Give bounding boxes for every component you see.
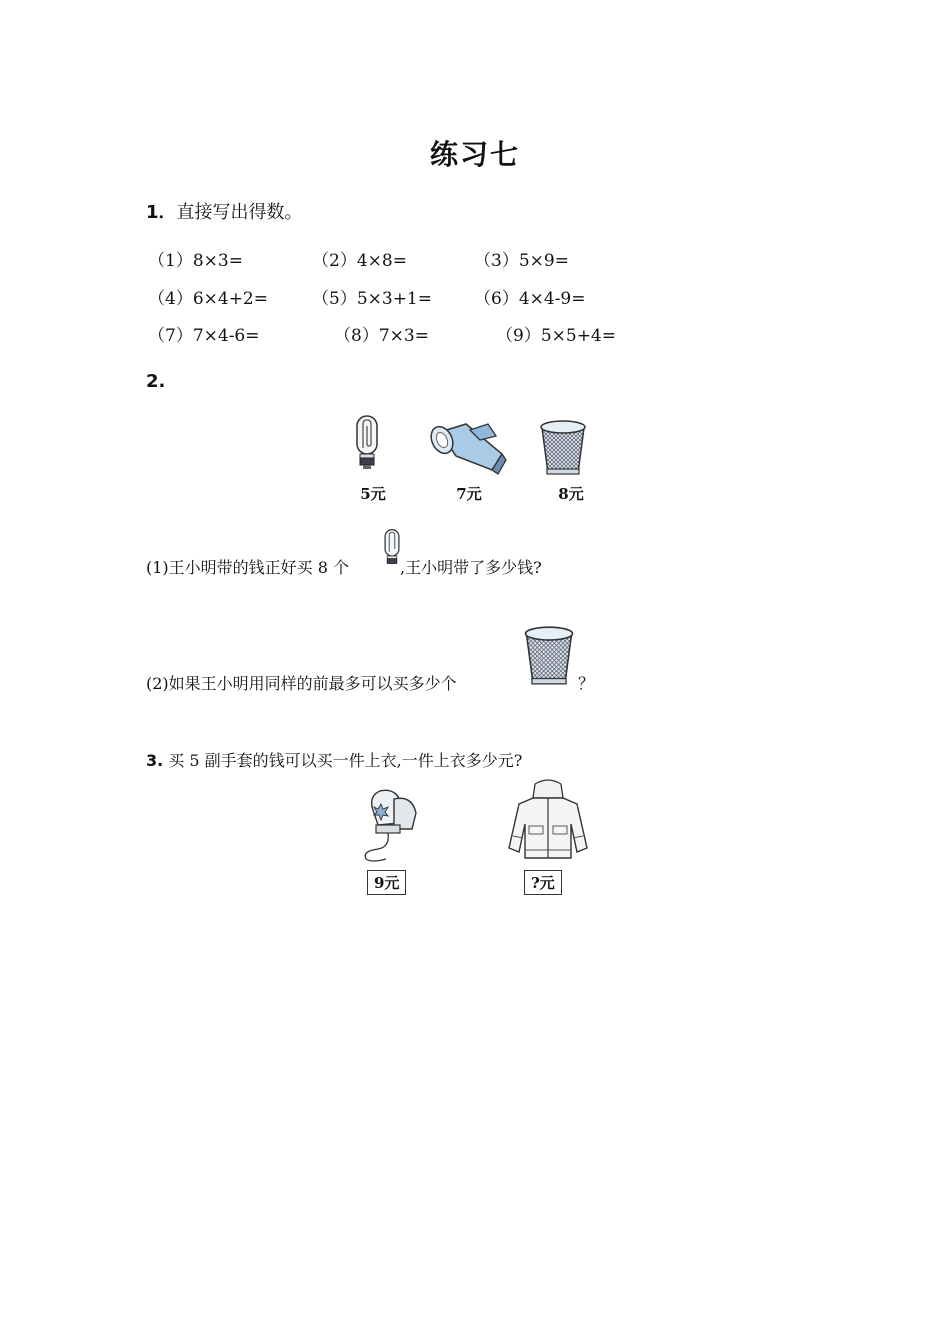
light-bulb-icon <box>354 414 380 474</box>
question-2-heading <box>146 371 165 392</box>
waste-basket-price: 8元 <box>558 485 584 503</box>
calc-item-2: （2）4×8= <box>312 251 407 271</box>
question-2-sub-1-text: (1)王小明带的钱正好买 8 个 <box>146 558 350 577</box>
calc-item-1: （1）8×3= <box>148 251 243 271</box>
calc-item-8: （8）7×3= <box>334 326 429 346</box>
question-3-number: 3. <box>146 751 164 770</box>
question-2-number: 2. <box>146 371 166 392</box>
question-3-heading <box>146 748 522 771</box>
question-3-prompt: 买 5 副手套的钱可以买一件上衣,一件上衣多少元? <box>168 751 523 770</box>
calc-item-6: （6）4×4-9= <box>474 289 586 309</box>
question-2-sub-2-text: (2)如果王小明用同样的前最多可以买多少个 <box>146 674 457 693</box>
page-title: 练习七 <box>429 138 520 171</box>
calc-item-3: （3）5×9= <box>474 251 569 271</box>
flashlight-price: 7元 <box>456 485 482 503</box>
question-1-heading <box>146 198 303 224</box>
question-2-sub-2-question-mark: ？ <box>578 674 595 693</box>
calc-item-9: （9）5×5+4= <box>496 326 616 346</box>
waste-basket-inline-icon <box>522 624 576 686</box>
question-1-number: 1． <box>146 202 177 223</box>
question-2-sub-1-question: ,王小明带了多少钱? <box>400 558 542 577</box>
calc-item-5: （5）5×3+1= <box>312 289 432 309</box>
jacket-icon <box>505 778 591 862</box>
waste-basket-icon <box>538 418 588 476</box>
mittens-price-box: 9元 <box>367 870 406 895</box>
light-bulb-price: 5元 <box>360 485 386 503</box>
mittens-icon <box>356 785 424 865</box>
flashlight-icon <box>426 414 508 476</box>
calc-item-7: （7）7×4-6= <box>148 326 260 346</box>
calc-item-4: （4）6×4+2= <box>148 289 268 309</box>
question-1-prompt: 直接写出得数。 <box>176 202 303 223</box>
jacket-price-box: ?元 <box>524 870 562 895</box>
light-bulb-inline-icon <box>383 527 401 571</box>
